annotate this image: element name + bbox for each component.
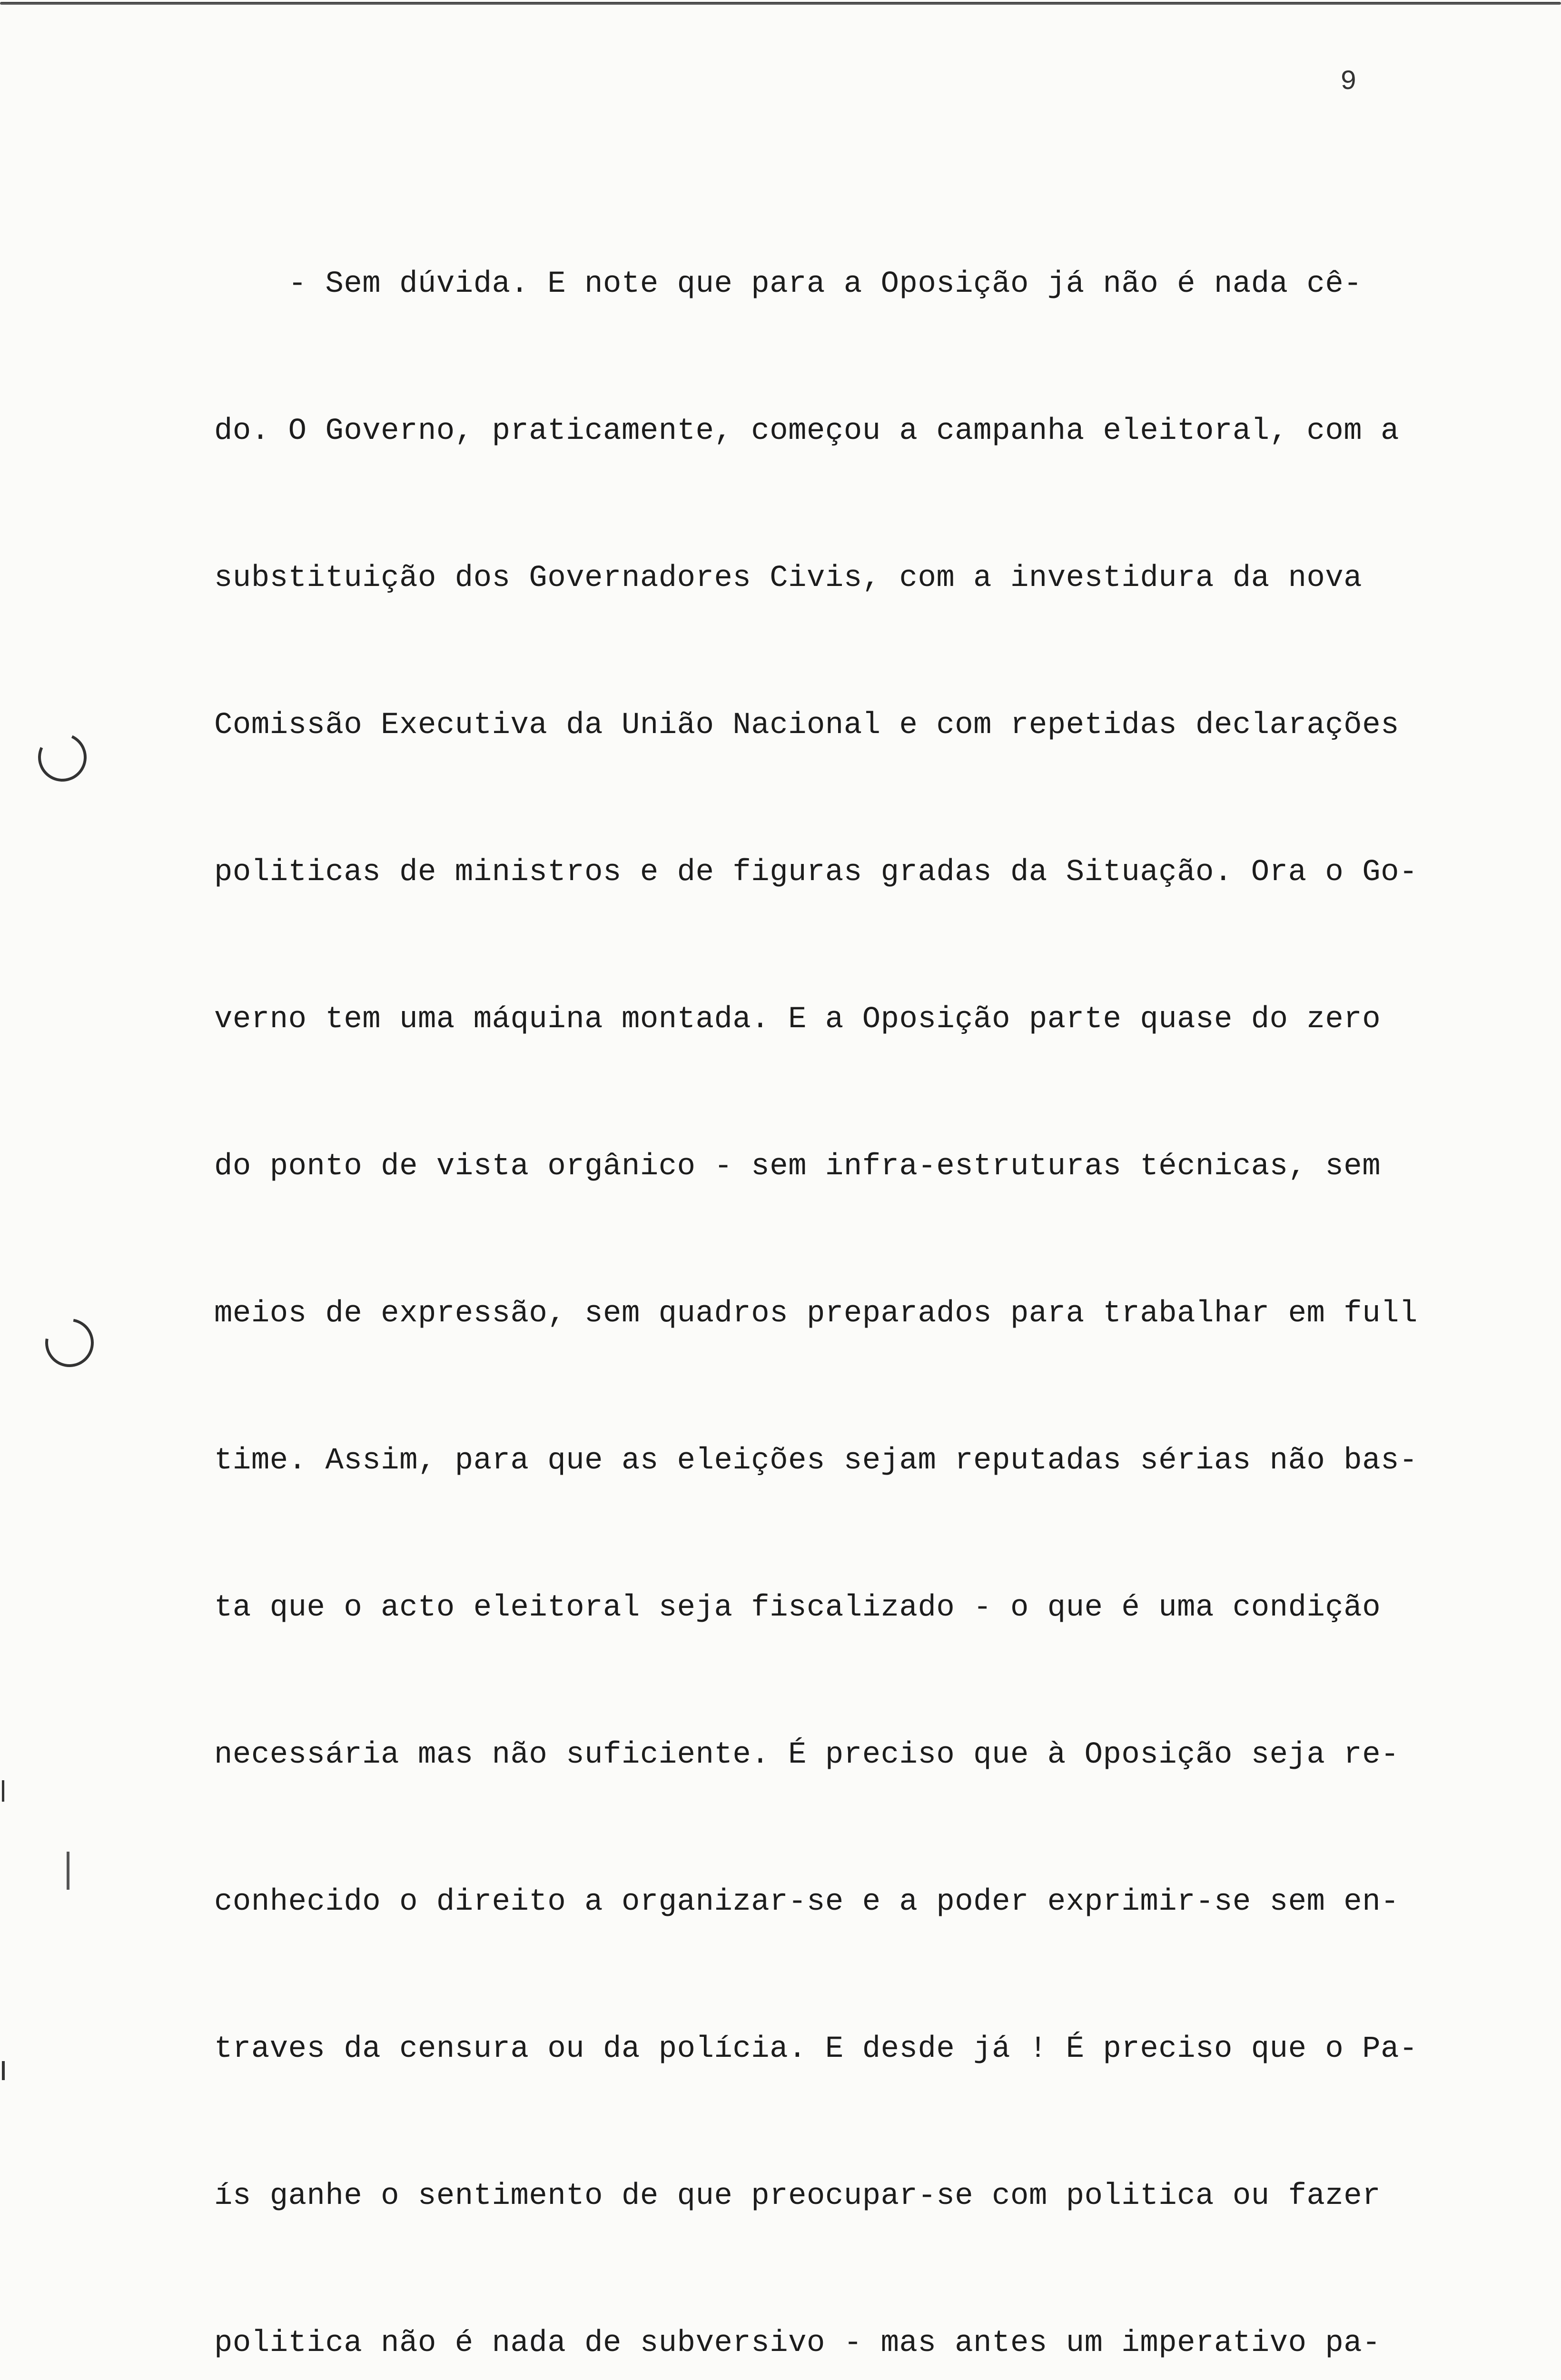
text-line: ís ganhe o sentimento de que preocupar-se com politica ou fazer xyxy=(214,2179,1381,2213)
text-line: meios de expressão, sem quadros preparados para trabalhar em full xyxy=(214,1297,1418,1331)
text-line: politicas de ministros e de figuras gradas da Situação. Ora o Go- xyxy=(214,855,1418,890)
page-number: 9 xyxy=(1340,67,1357,98)
text-line: ta que o acto eleitoral seja fiscalizado - o que é uma condição xyxy=(214,1591,1381,1625)
text-line: traves da censura ou da polícia. E desde já ! É preciso que o Pa- xyxy=(214,2032,1418,2066)
text-line: Comissão Executiva da União Nacional e com repetidas declarações xyxy=(214,708,1399,743)
top-edge-line xyxy=(0,2,1561,5)
text-line: verno tem uma máquina montada. E a Oposição parte quase do zero xyxy=(214,1002,1381,1037)
text-line: time. Assim, para que as eleições sejam reputadas sérias não bas- xyxy=(214,1444,1418,1478)
text-line: necessária mas não suficiente. É preciso que à Oposição seja re- xyxy=(214,1738,1399,1772)
punch-hole-mark xyxy=(31,726,94,789)
text-line: - Sem dúvida. E note que para a Oposição já não é nada cê- xyxy=(214,267,1363,301)
text-line: conhecido o direito a organizar-se e a poder exprimir-se sem en- xyxy=(214,1885,1399,1919)
margin-mark xyxy=(67,1852,69,1890)
typewritten-body xyxy=(214,162,1499,2380)
punch-hole-mark xyxy=(36,1309,103,1377)
margin-mark xyxy=(2,2061,5,2080)
text-line: do. O Governo, praticamente, começou a campanha eleitoral, com a xyxy=(214,414,1399,448)
text-line: politica não é nada de subversivo - mas antes um imperativo pa- xyxy=(214,2326,1381,2360)
margin-mark xyxy=(2,1780,4,1802)
text-line: substituição dos Governadores Civis, com a investidura da nova xyxy=(214,561,1363,595)
text-line: do ponto de vista orgânico - sem infra-estruturas técnicas, sem xyxy=(214,1150,1381,1184)
